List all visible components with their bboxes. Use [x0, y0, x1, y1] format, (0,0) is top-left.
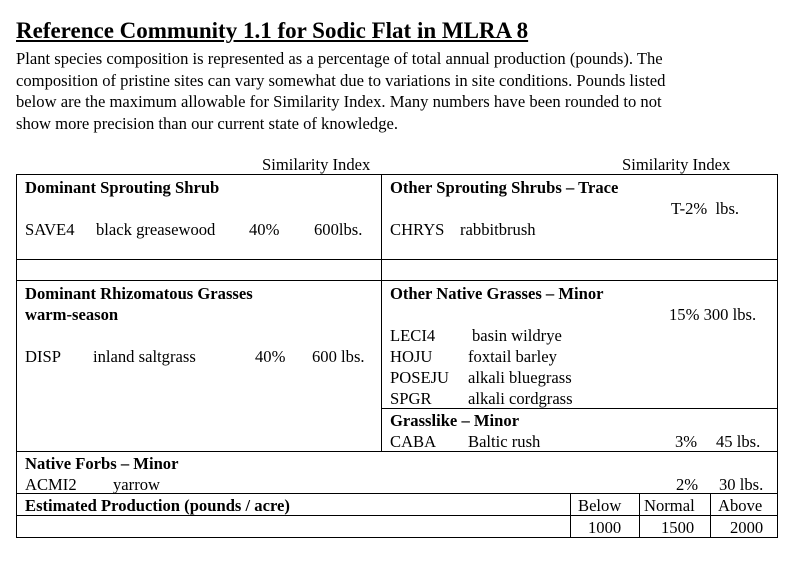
species-code: DISP	[25, 347, 61, 366]
intro-line: show more precision than our current state of knowledge.	[16, 113, 399, 133]
production-value-normal: 1500	[661, 518, 695, 537]
page-title: Reference Community 1.1 for Sodic Flat in MLRA 8	[16, 18, 529, 43]
species-code: SPGR	[390, 389, 432, 408]
species-name: alkali bluegrass	[468, 368, 572, 387]
species-code: CABA	[390, 432, 437, 451]
species-name: inland saltgrass	[93, 347, 196, 366]
intro-paragraph	[16, 48, 786, 134]
other-sprouting-heading: Other Sprouting Shrubs – Trace	[390, 178, 619, 197]
row-divider	[16, 280, 778, 281]
row-divider	[16, 259, 778, 260]
column-divider	[570, 493, 571, 538]
species-percent: 40%	[255, 347, 286, 366]
species-name: alkali cordgrass	[468, 389, 573, 408]
species-name: rabbitbrush	[460, 220, 536, 239]
intro-line: composition of pristine sites can vary somewhat due to variations in site conditions. Pounds listed	[16, 70, 666, 90]
column-divider	[639, 493, 640, 538]
species-name: Baltic rush	[468, 432, 541, 451]
production-header-below: Below	[578, 496, 622, 515]
species-code: ACMI2	[25, 475, 77, 494]
grasslike-heading: Grasslike – Minor	[390, 411, 520, 430]
species-code: POSEJU	[390, 368, 450, 387]
species-pounds: 600 lbs.	[312, 347, 365, 366]
similarity-index-header-left: Similarity Index	[262, 155, 371, 174]
species-percent: 40%	[249, 220, 280, 239]
species-code: HOJU	[390, 347, 433, 366]
rhizomatous-heading: Dominant Rhizomatous Grasses	[25, 284, 253, 303]
species-pounds: 45 lbs.	[716, 432, 761, 451]
table-border	[777, 174, 778, 538]
sprouting-shrub-heading: Dominant Sprouting Shrub	[25, 178, 220, 197]
species-pounds: 600lbs.	[314, 220, 363, 239]
species-pounds: 30 lbs.	[719, 475, 764, 494]
rhizomatous-subheading: warm-season	[25, 305, 119, 324]
table-border	[16, 174, 17, 538]
species-name: foxtail barley	[468, 347, 557, 366]
forbs-heading: Native Forbs – Minor	[25, 454, 179, 473]
species-name: yarrow	[113, 475, 160, 494]
production-header-normal: Normal	[644, 496, 695, 515]
production-header-above: Above	[718, 496, 763, 515]
production-label: Estimated Production (pounds / acre)	[25, 496, 290, 515]
species-code: LECI4	[390, 326, 436, 345]
table-border	[16, 174, 778, 175]
intro-line: below are the maximum allowable for Similarity Index. Many numbers have been rounded to not	[16, 92, 662, 111]
intro-line: Plant species composition is represented as a percentage of total annual production (pounds). The	[16, 49, 663, 68]
production-value-below: 1000	[588, 518, 622, 537]
species-percent: 3%	[675, 432, 698, 451]
column-divider	[710, 493, 711, 538]
production-value-above: 2000	[730, 518, 764, 537]
similarity-index-header-right: Similarity Index	[622, 155, 731, 174]
other-grasses-heading: Other Native Grasses – Minor	[390, 284, 604, 303]
column-divider	[381, 174, 382, 452]
species-code: SAVE4	[25, 220, 75, 239]
species-percent: 2%	[676, 475, 699, 494]
species-name: basin wildrye	[472, 326, 562, 345]
species-name: black greasewood	[96, 220, 216, 239]
species-code: CHRYS	[390, 220, 445, 239]
other-grasses-value: 15% 300 lbs.	[669, 305, 757, 324]
row-divider	[381, 408, 778, 409]
other-sprouting-value: T-2% lbs.	[671, 199, 740, 218]
